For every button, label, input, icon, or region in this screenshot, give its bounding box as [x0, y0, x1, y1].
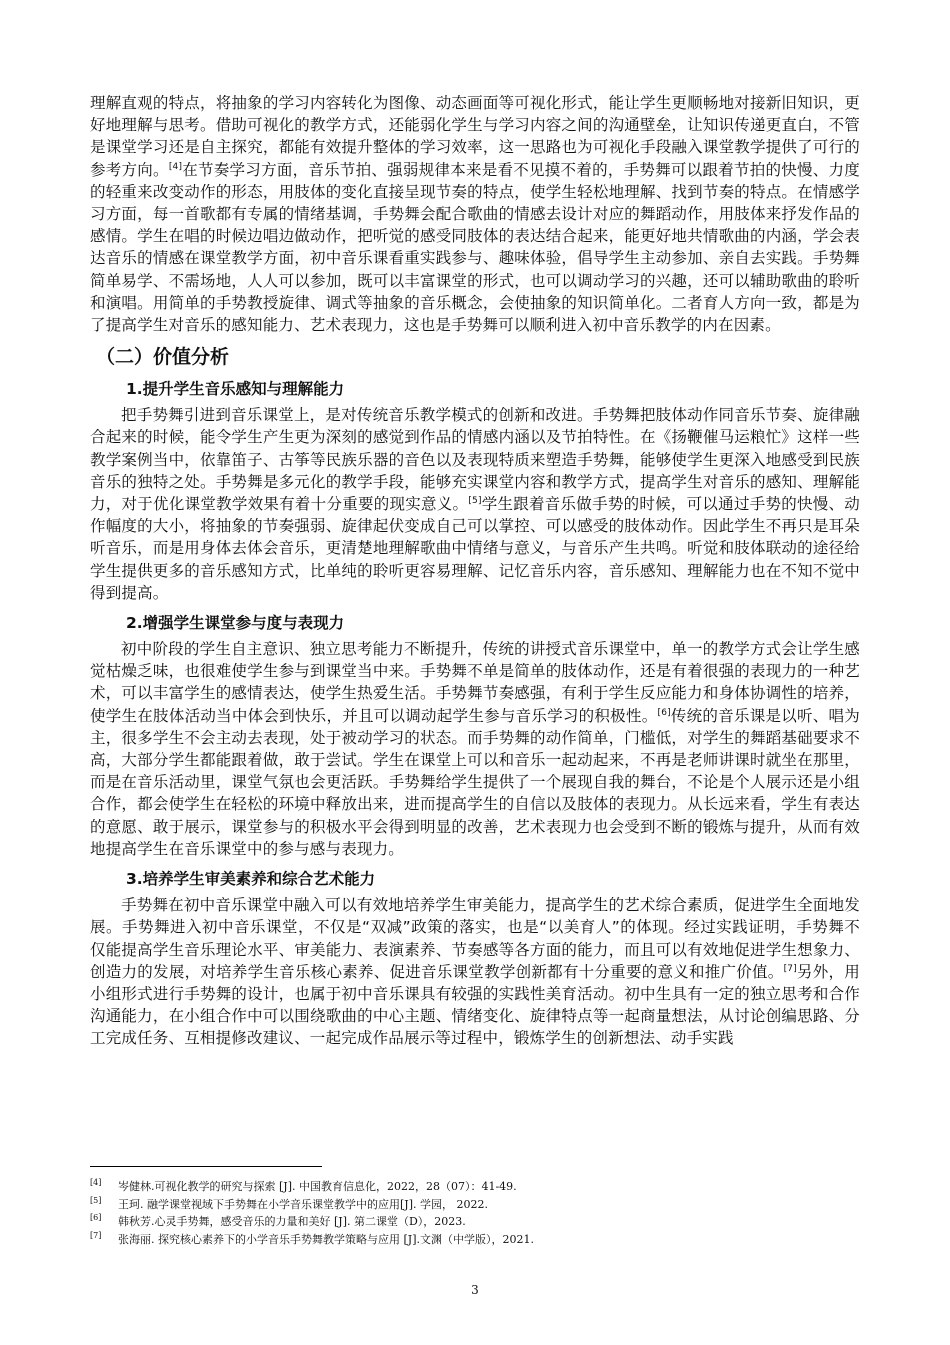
footnote-separator	[90, 1166, 322, 1167]
subsection-heading-2: 2.增强学生课堂参与度与表现力	[126, 614, 345, 633]
footnote-text: 张海丽. 探究核心素养下的小学音乐手势舞教学策略与应用 [J].文渊（中学版），2021.	[118, 1232, 534, 1246]
sub3-text-1: 手势舞在初中音乐课堂中融入可以有效地培养学生审美能力，提高学生的艺术综合素质，促进学生全面地发展。手势舞进入初中音乐课堂，不仅是“双减”政策的落实，也是“以美育人”的体现。经过实践证明，手势舞不仅能提高学生音乐理论水平、审美能力、表演素养、节奏感等各方面的能力，而且可以有效地促进学生想象力、创造力的发展，对培养学生音乐核心素养、促进音乐课堂教学创新都有十分重要的意义和推广价值。	[90, 896, 860, 981]
page-number: 3	[471, 1283, 479, 1297]
citation-ref-7[interactable]: [7]	[783, 963, 797, 974]
citation-ref-4[interactable]: [4]	[168, 161, 183, 172]
intro-paragraph	[90, 92, 860, 336]
page-body	[90, 92, 860, 1050]
footnote-item: [6] 韩秋芳.心灵手势舞，感受音乐的力量和美好 [J]. 第二课堂（D），2023.	[90, 1213, 466, 1228]
footnote-item: [5] 王珂. 融学课堂视域下手势舞在小学音乐课堂教学中的应用[J]. 学园， 2022.	[90, 1195, 488, 1211]
subsection-heading-3: 3.培养学生审美素养和综合艺术能力	[126, 870, 376, 889]
sub1-text-1: 把手势舞引进到音乐课堂上，是对传统音乐教学模式的创新和改进。手势舞把肢体动作同音乐节奏、旋律融合起来的时候，能令学生产生更为深刻的感觉到作品的情感内涵以及节拍特性。在《扬鞭催马运粮忙》这样一些教学案例当中，依靠笛子、古筝等民族乐器的音色以及表现特质来塑造手势舞，能够使学生更深入地感受到民族音乐的独特之处。手势舞是多元化的教学手段，能够充实课堂内容和教学方式，提高学生对音乐的感知、理解能力，对于优化课堂教学效果有着十分重要的现实意义。	[90, 406, 860, 514]
subsection-2-paragraph	[90, 638, 860, 860]
citation-ref-5[interactable]: [5]	[468, 495, 482, 506]
footnote-text: 韩秋芳.心灵手势舞，感受音乐的力量和美好 [J]. 第二课堂（D），2023.	[118, 1215, 466, 1228]
footnote-text: 王珂. 融学课堂视域下手势舞在小学音乐课堂教学中的应用[J]. 学园， 2022.	[118, 1197, 488, 1211]
sub2-text-2: 传统的音乐课是以听、唱为主，很多学生不会主动去表现，处于被动学习的状态。而手势舞的动作简单，门槛低，对学生的舞蹈基础要求不高，大部分学生都能跟着做，敢于尝试。学生在课堂上可以和音乐一起动起来，不再是老师讲课时就坐在那里，而是在音乐活动里，课堂气氛也会更活跃。手势舞给学生提供了一个展现自我的舞台，不论是个人展示还是小组合作，都会使学生在轻松的环境中释放出来，进而提高学生的自信以及肢体的表现力。从长远来看，学生有表达的意愿、敢于展示，课堂参与的积极水平会得到明显的改善，艺术表现力也会受到不断的锻炼与提升，从而有效地提高学生在音乐课堂中的参与感与表现力。	[90, 706, 861, 858]
sub1-text-2: 学生跟着音乐做手势的时候，可以通过手势的快慢、动作幅度的大小，将抽象的节奏强弱、旋律起伏变成自己可以掌控、可以感受的肢体动作。因此学生不再只是耳朵听音乐，而是用身体去体会音乐，更清楚地理解歌曲中情绪与意义，与音乐产生共鸣。听觉和肢体联动的途径给学生提供更多的音乐感知方式，比单纯的聆听更容易理解、记忆音乐内容，音乐感知、理解能力也在不知不觉中得到提高。	[90, 495, 860, 602]
subsection-3-paragraph	[90, 894, 860, 1049]
subsection-1-paragraph	[90, 404, 860, 604]
intro-text-1: 理解直观的特点，将抽象的学习内容转化为图像、动态画面等可视化形式，能让学生更顺畅地对接新旧知识，更好地理解与思考。借助可视化的教学方式，还能弱化学生与学习内容之间的沟通壁垒，让知识传递更直白，不管是课堂学习还是自主探究，都能有效提升整体的学习效率，这一思路也为可视化手段融入课堂教学提供了可行的参考方向。	[90, 94, 860, 179]
subsection-heading-1: 1.提升学生音乐感知与理解能力	[126, 380, 345, 399]
intro-text-2: 在节奏学习方面，音乐节拍、强弱规律本来是看不见摸不着的，手势舞可以跟着节拍的快慢、力度的轻重来改变动作的形态，用肢体的变化直接呈现节奏的特点，使学生轻松地理解、找到节奏的特点。在情感学习方面，每一首歌都有专属的情绪基调，手势舞会配合歌曲的情感去设计对应的舞蹈动作，用肢体来抒发作品的感情。学生在唱的时候边唱边做动作，把听觉的感受同肢体的表达结合起来，能更好地共情歌曲的内涵，学会表达音乐的情感在课堂教学方面，初中音乐课看重实践参与、趣味体验，倡导学生主动参加、亲自去实践。手势舞简单易学、不需场地，人人可以参加，既可以丰富课堂的形式，也可以调动学习的兴趣，还可以辅助歌曲的聆听和演唱。用简单的手势教授旋律、调式等抽象的音乐概念，会使抽象的知识简单化。二者育人方向一致，都是为了提高学生对音乐的感知能力、艺术表现力，这也是手势舞可以顺利进入初中音乐教学的内在因素。	[90, 160, 860, 335]
citation-ref-6[interactable]: [6]	[657, 707, 671, 718]
sub2-text-1: 初中阶段的学生自主意识、独立思考能力不断提升，传统的讲授式音乐课堂中，单一的教学方式会让学生感觉枯燥乏味，也很难使学生参与到课堂当中来。手势舞不单是简单的肢体动作，还是有着很强的表现力的一种艺术，可以丰富学生的感情表达，使学生热爱生活。手势舞节奏感强，有利于学生反应能力和身体协调性的培养，使学生在肢体活动当中体会到快乐，并且可以调动起学生参与音乐学习的积极性。	[90, 640, 860, 725]
footnote-item: [7] 张海丽. 探究核心素养下的小学音乐手势舞教学策略与应用 [J].文渊（中学版），2021.	[90, 1230, 534, 1246]
footnotes	[90, 1178, 870, 1248]
footnote-item: [4] 岑健林.可视化教学的研究与探索 [J]. 中国教育信息化，2022，28（07）：41-49.	[90, 1178, 517, 1193]
footnote-text: 岑健林.可视化教学的研究与探索 [J]. 中国教育信息化，2022，28（07）：41-49.	[118, 1180, 517, 1193]
sub3-text-2: 另外，用小组形式进行手势舞的设计，也属于初中音乐课具有较强的实践性美育活动。初中生具有一定的独立思考和合作沟通能力，在小组合作中可以围绕歌曲的中心主题、情绪变化、旋律特点等一起商量想法，从讨论创编思路、分工完成任务、互相提修改建议、一起完成作品展示等过程中，锻炼学生的创新想法、动手实践	[90, 962, 860, 1048]
section-heading-value-analysis: （二）价值分析	[96, 346, 230, 369]
